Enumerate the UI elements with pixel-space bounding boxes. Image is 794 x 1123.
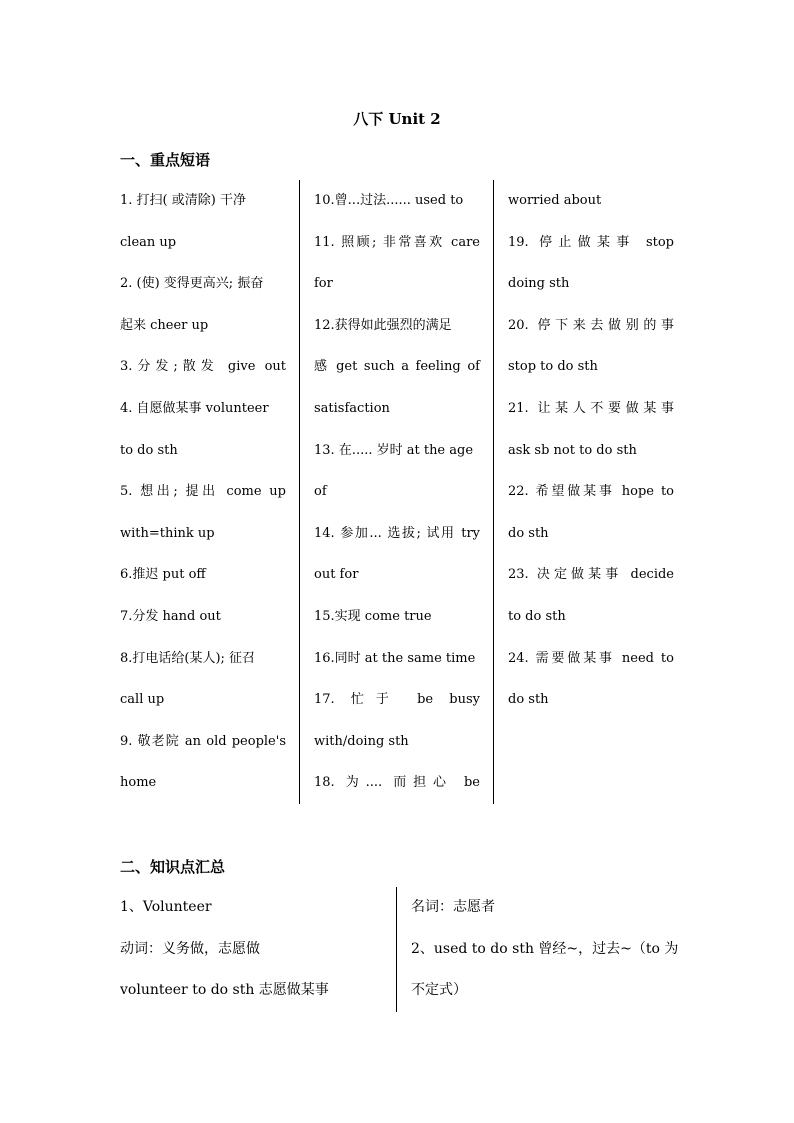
phrase-line: to do sth [508,608,566,624]
column-divider [396,887,397,1012]
phrase-line: 起来 cheer up [120,317,209,333]
phrase-line: call up [120,692,165,708]
phrase-line: 3.分发;散发 give out [120,359,286,375]
phrase-line: out for [314,567,359,583]
section-heading-knowledge-summary: 二、知识点汇总 [120,858,226,876]
phrase-line: 1. 打扫( 或清除) 干净 [120,193,246,208]
phrase-line: 动词：义务做，志愿做 [120,940,260,957]
phrase-line: 12.获得如此强烈的满足 [314,317,452,333]
phrase-line: 22. 希望做某事 hope to [508,484,674,500]
phrase-line: 6.推迟 put off [120,567,206,583]
column-divider [299,180,300,804]
phrase-line: 20. 停下来去做别的事 [508,317,674,333]
phrase-line: with=think up [120,525,215,541]
phrase-line: 9. 敬老院 an old people's [120,733,286,749]
phrase-line: with/doing sth [314,733,409,749]
phrase-line: volunteer to do sth 志愿做某事 [120,982,329,998]
phrase-line: 名词：志愿者 [411,899,495,915]
phrase-line: 15.实现 come true [314,608,432,624]
phrase-line: 19. 停止做某事 stop [508,234,674,250]
phrase-line: home [120,775,157,791]
phrase-column-2 [314,180,480,804]
phrase-line: 14. 参加... 选拔; 试用 try [314,525,480,541]
phrase-column-3 [508,180,674,721]
column-divider [493,180,494,804]
phrase-line: clean up [120,234,177,250]
phrase-line: ask sb not to do sth [508,442,637,458]
phrase-column-1 [120,180,286,804]
phrase-line: satisfaction [314,400,390,416]
section-heading-key-phrases: 一、重点短语 [120,151,211,169]
phrase-line: 10.曾...过法...... used to [314,193,464,208]
phrase-line: 18. 为.... 而担心 be [314,775,480,791]
phrase-line: worried about [508,193,602,208]
page-title: 八下 Unit 2 [353,110,441,128]
phrase-line: 1、Volunteer [120,899,212,915]
summary-column-left [120,887,329,1012]
phrase-line: 23. 决定做某事 decide [508,567,674,583]
phrase-line: 16.同时 at the same time [314,650,476,666]
phrase-line: to do sth [120,442,178,458]
phrase-line: do sth [508,692,549,708]
phrase-line: 11. 照顾; 非常喜欢 care [314,234,480,250]
phrase-line: do sth [508,525,549,541]
phrase-line: of [314,484,327,500]
phrase-line: 感 get such a feeling of [314,359,480,375]
phrase-line: 2. (使) 变得更高兴; 振奋 [120,276,264,292]
phrase-line: 7.分发 hand out [120,608,221,624]
phrase-line: 13. 在..... 岁时 at the age [314,442,474,458]
summary-column-right [411,887,678,1012]
phrase-line: 21. 让某人不要做某事 [508,400,674,416]
phrase-line: 不定式） [411,982,467,998]
phrase-line: stop to do sth [508,359,598,375]
phrase-line: 24. 需要做某事 need to [508,650,674,666]
phrase-line: for [314,276,333,292]
phrase-line: doing sth [508,276,570,292]
phrase-line: 8.打电话给(某人); 征召 [120,650,256,666]
phrase-line: 17. 忙于 be busy [314,692,480,708]
phrase-line: 4. 自愿做某事 volunteer [120,400,269,416]
phrase-line: 5. 想出; 提出 come up [120,484,286,500]
phrase-line: 2、used to do sth 曾经~，过去~（to 为 [411,940,679,957]
